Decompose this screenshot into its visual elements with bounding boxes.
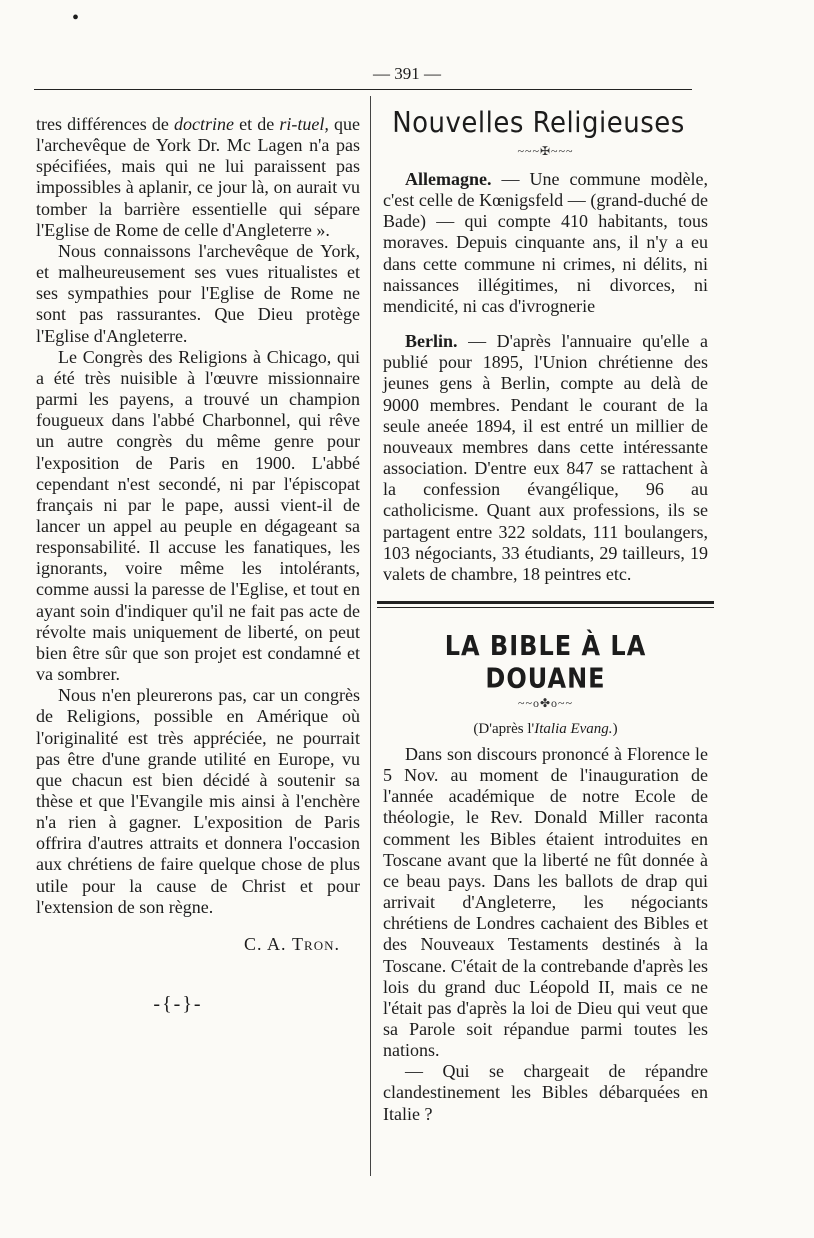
author-signature	[36, 934, 360, 955]
text-run: que l'archevêque de York Dr. Mc Lagen n'a pas spécifiées, mais qui ne lui paraissent pas impossibles à aplanir, ce jour là, on aurait vu tomber la barrière essentielle qui sépare l'Eglise de Rome de celle d'Angleterre ».	[36, 114, 360, 240]
signature-initials: C. A.	[244, 933, 293, 954]
paragraph-archeveque-quote	[36, 114, 360, 241]
source-note	[383, 721, 708, 738]
text-run: — Une commune modèle, c'est celle de Kœnigsfeld — (grand-duché de Bade) — qui compte 410 habitants, tous moraves. Depuis cinquante ans, il n'y a eu dans cette commune ni crimes, ni délits, ni naissances illégitimes, ni divorces, ni mendicité, ni cas d'ivrognerie	[383, 169, 708, 316]
paragraph-pleurerons: Nous n'en pleurerons pas, car un congrès de Religions, possible en Amérique où l'originalité est très appréciée, ne pourrait pas être d'une grande utilité en Europe, vu que chacun est bien décidé à soutenir sa thèse et que l'Evangile mis ainsi à l'enchère n'a rien à gagner. L'exposition de Paris offrira d'autres attraits et donnera l'occasion aux chrétiens de faire quelque chose de plus utile pour la cause de Christ et pour l'extension de son règne.	[36, 685, 360, 917]
right-column	[383, 108, 708, 1125]
text-run: et de	[234, 114, 280, 134]
text-run: tres différences de	[36, 114, 174, 134]
paragraph-question: — Qui se chargeait de répandre clandestinement les Bibles débarquées en Italie ?	[383, 1061, 708, 1124]
text-run: (D'après l'	[473, 720, 535, 737]
header-rule	[34, 89, 692, 90]
text-run: — D'après l'annuaire qu'elle a publié pour 1895, l'Union chrétienne des jeunes gens à Berlin, compte au delà de 9000 membres. Pendant le courant de la seule aneée 1894, il est entré un millier de nouveaux membres dans cette intéressante association. D'entre eux 847 se rattachent à la confession évangélique, 96 au catholicisme. Quant aux professions, ils se partagent entre 322 soldats, 111 boulangers, 103 négociants, 33 étudiants, 29 tailleurs, 19 valets de chambre, 18 peintres etc.	[383, 331, 708, 584]
news-allemagne	[383, 169, 708, 317]
page-number: — 391 —	[373, 64, 441, 83]
text-run: )	[612, 720, 618, 737]
signature-name: Tron.	[292, 933, 340, 954]
page-mark: •	[72, 7, 80, 29]
news-lead: Allemagne.	[405, 169, 492, 189]
column-divider	[370, 96, 371, 1176]
section-title-bible: LA BIBLE À LA DOUANE	[444, 629, 647, 695]
paragraph-discours: Dans son discours prononcé à Florence le 5 Nov. au moment de l'inauguration de l'année académique de notre Ecole de théologie, le Rev. Donald Miller raconta comment les Bibles étaient introduites en Toscane avant que la liberté ne fût donnée à ce beau pays. Dans les ballots de drap qui arrivait d'Angleterre, les négociants chrétiens de Londres cachaient des Bibles et des Nouveaux Testaments destinés à la Toscane. C'était de la contrebande d'après les lois du grand duc Léopold II, mais ce ne l'était pas d'après la loi de Dieu qui veut que sa Parole soit répandue parmi toutes les nations.	[383, 743, 708, 1061]
title-ornament: ~~~✠~~~	[517, 144, 574, 158]
left-column	[36, 114, 360, 1016]
paragraph-congres-chicago: Le Congrès des Religions à Chicago, qui a été très nuisible à l'œuvre missionnaire parmi les payens, a trouvé un champion fougueux dans l'abbé Charbonnel, qui rêve un autre congrès du même genre pour l'exposition de Paris en 1900. L'abbé cependant n'est secondé, ni par l'épiscopat français ni par le pape, aussi vient-il de lancer un appel au peuple en dégageant sa responsabilité. Il accuse les fanatiques, les ignorants, voire même les intolérants, comme aussi la paresse de l'Eglise, et tout en ayant soin d'indiquer qu'il ne fait pas acte de révolte mais uniquement de liberté, on peut bien être sûr que son projet est condamné et va sombrer.	[36, 346, 360, 685]
source-title: Italia Evang.	[534, 720, 613, 737]
end-ornament: -{-}-	[153, 992, 203, 1015]
paragraph-york: Nous connaissons l'archevêque de York, et malheureusement ses vues ritualistes et ses sympathies pour l'Eglise de Rome ne sont pas rassurantes. Que Dieu protège l'Eglise d'Angleterre.	[36, 240, 360, 346]
news-berlin	[383, 331, 708, 585]
section-separator	[377, 601, 714, 608]
italic-rituel: ri-tuel,	[279, 114, 329, 134]
news-lead: Berlin.	[405, 331, 458, 352]
title-ornament: ~~o✤o~~	[517, 695, 574, 710]
section-title-nouvelles: Nouvelles Religieuses	[392, 106, 685, 140]
italic-doctrine: doctrine	[174, 114, 234, 134]
